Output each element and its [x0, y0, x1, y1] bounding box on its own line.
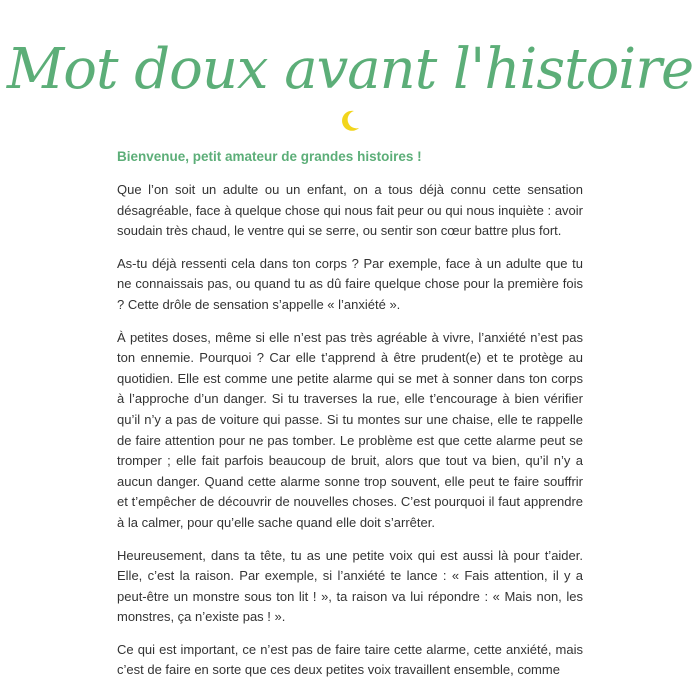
text-body: [117, 146, 583, 693]
paragraph: Ce qui est important, ce n’est pas de faire taire cette alarme, cette anxiété, mais c’est de faire en sorte que ces deux petites voix travaillent ensemble, comme: [117, 641, 583, 678]
crescent-moon-icon: [337, 108, 363, 134]
paragraph: À petites doses, même si elle n’est pas très agréable à vivre, l’anxiété n’est pas ton ennemie. Pourquoi ? Car elle t’apprend à être prudent(e) et te protège au quotidien. Elle est comme une petite alarme qui se met à sonner dans ton corps à l’approche d’un danger. Si tu traverses la rue, elle t’encourage à bien vérifier qu’il n’y a pas de voiture qui passe. Si tu montes sur une chaise, elle te rappelle de faire attention pour ne pas tomber. Le problème est que cette alarme peut se tromper ; elle fait parfois beaucoup de bruit, alors que tout va bien, qu’il n’y a aucun danger. Quand cette alarme sonne trop souvent, elle peut te faire souffrir et t’empêcher de découvrir de nouvelles choses. C’est pourquoi il faut apprendre à la calmer, pour qu’elle sache quand elle doit s’arrêter.: [117, 329, 583, 530]
page-title: Mot doux avant l'histoire: [6, 37, 694, 102]
paragraph: As-tu déjà ressenti cela dans ton corps ? Par exemple, face à un adulte que tu ne connaissais pas, ou quand tu as dû faire quelque chose pour la première fois ? Cette drôle de sensation s’appelle « l’anxiété ».: [117, 255, 583, 312]
paragraph: Que l’on soit un adulte ou un enfant, on a tous déjà connu cette sensation désagréable, face à quelque chose qui nous fait peur ou qui nous inquiète : avoir soudain très chaud, le ventre qui se serre, ou sentir son cœur battre plus fort.: [117, 182, 583, 239]
intro-heading: Bienvenue, petit amateur de grandes histoires !: [117, 149, 422, 164]
paragraph: Heureusement, dans ta tête, tu as une petite voix qui est aussi là pour t’aider. Elle, c’est la raison. Par exemple, si l’anxiété te lance : « Fais attention, il y a peut-être un monstre sous ton lit ! », ta raison va lui répondre : « Mais non, les monstres, ça n’existe pas ! ».: [117, 547, 583, 625]
